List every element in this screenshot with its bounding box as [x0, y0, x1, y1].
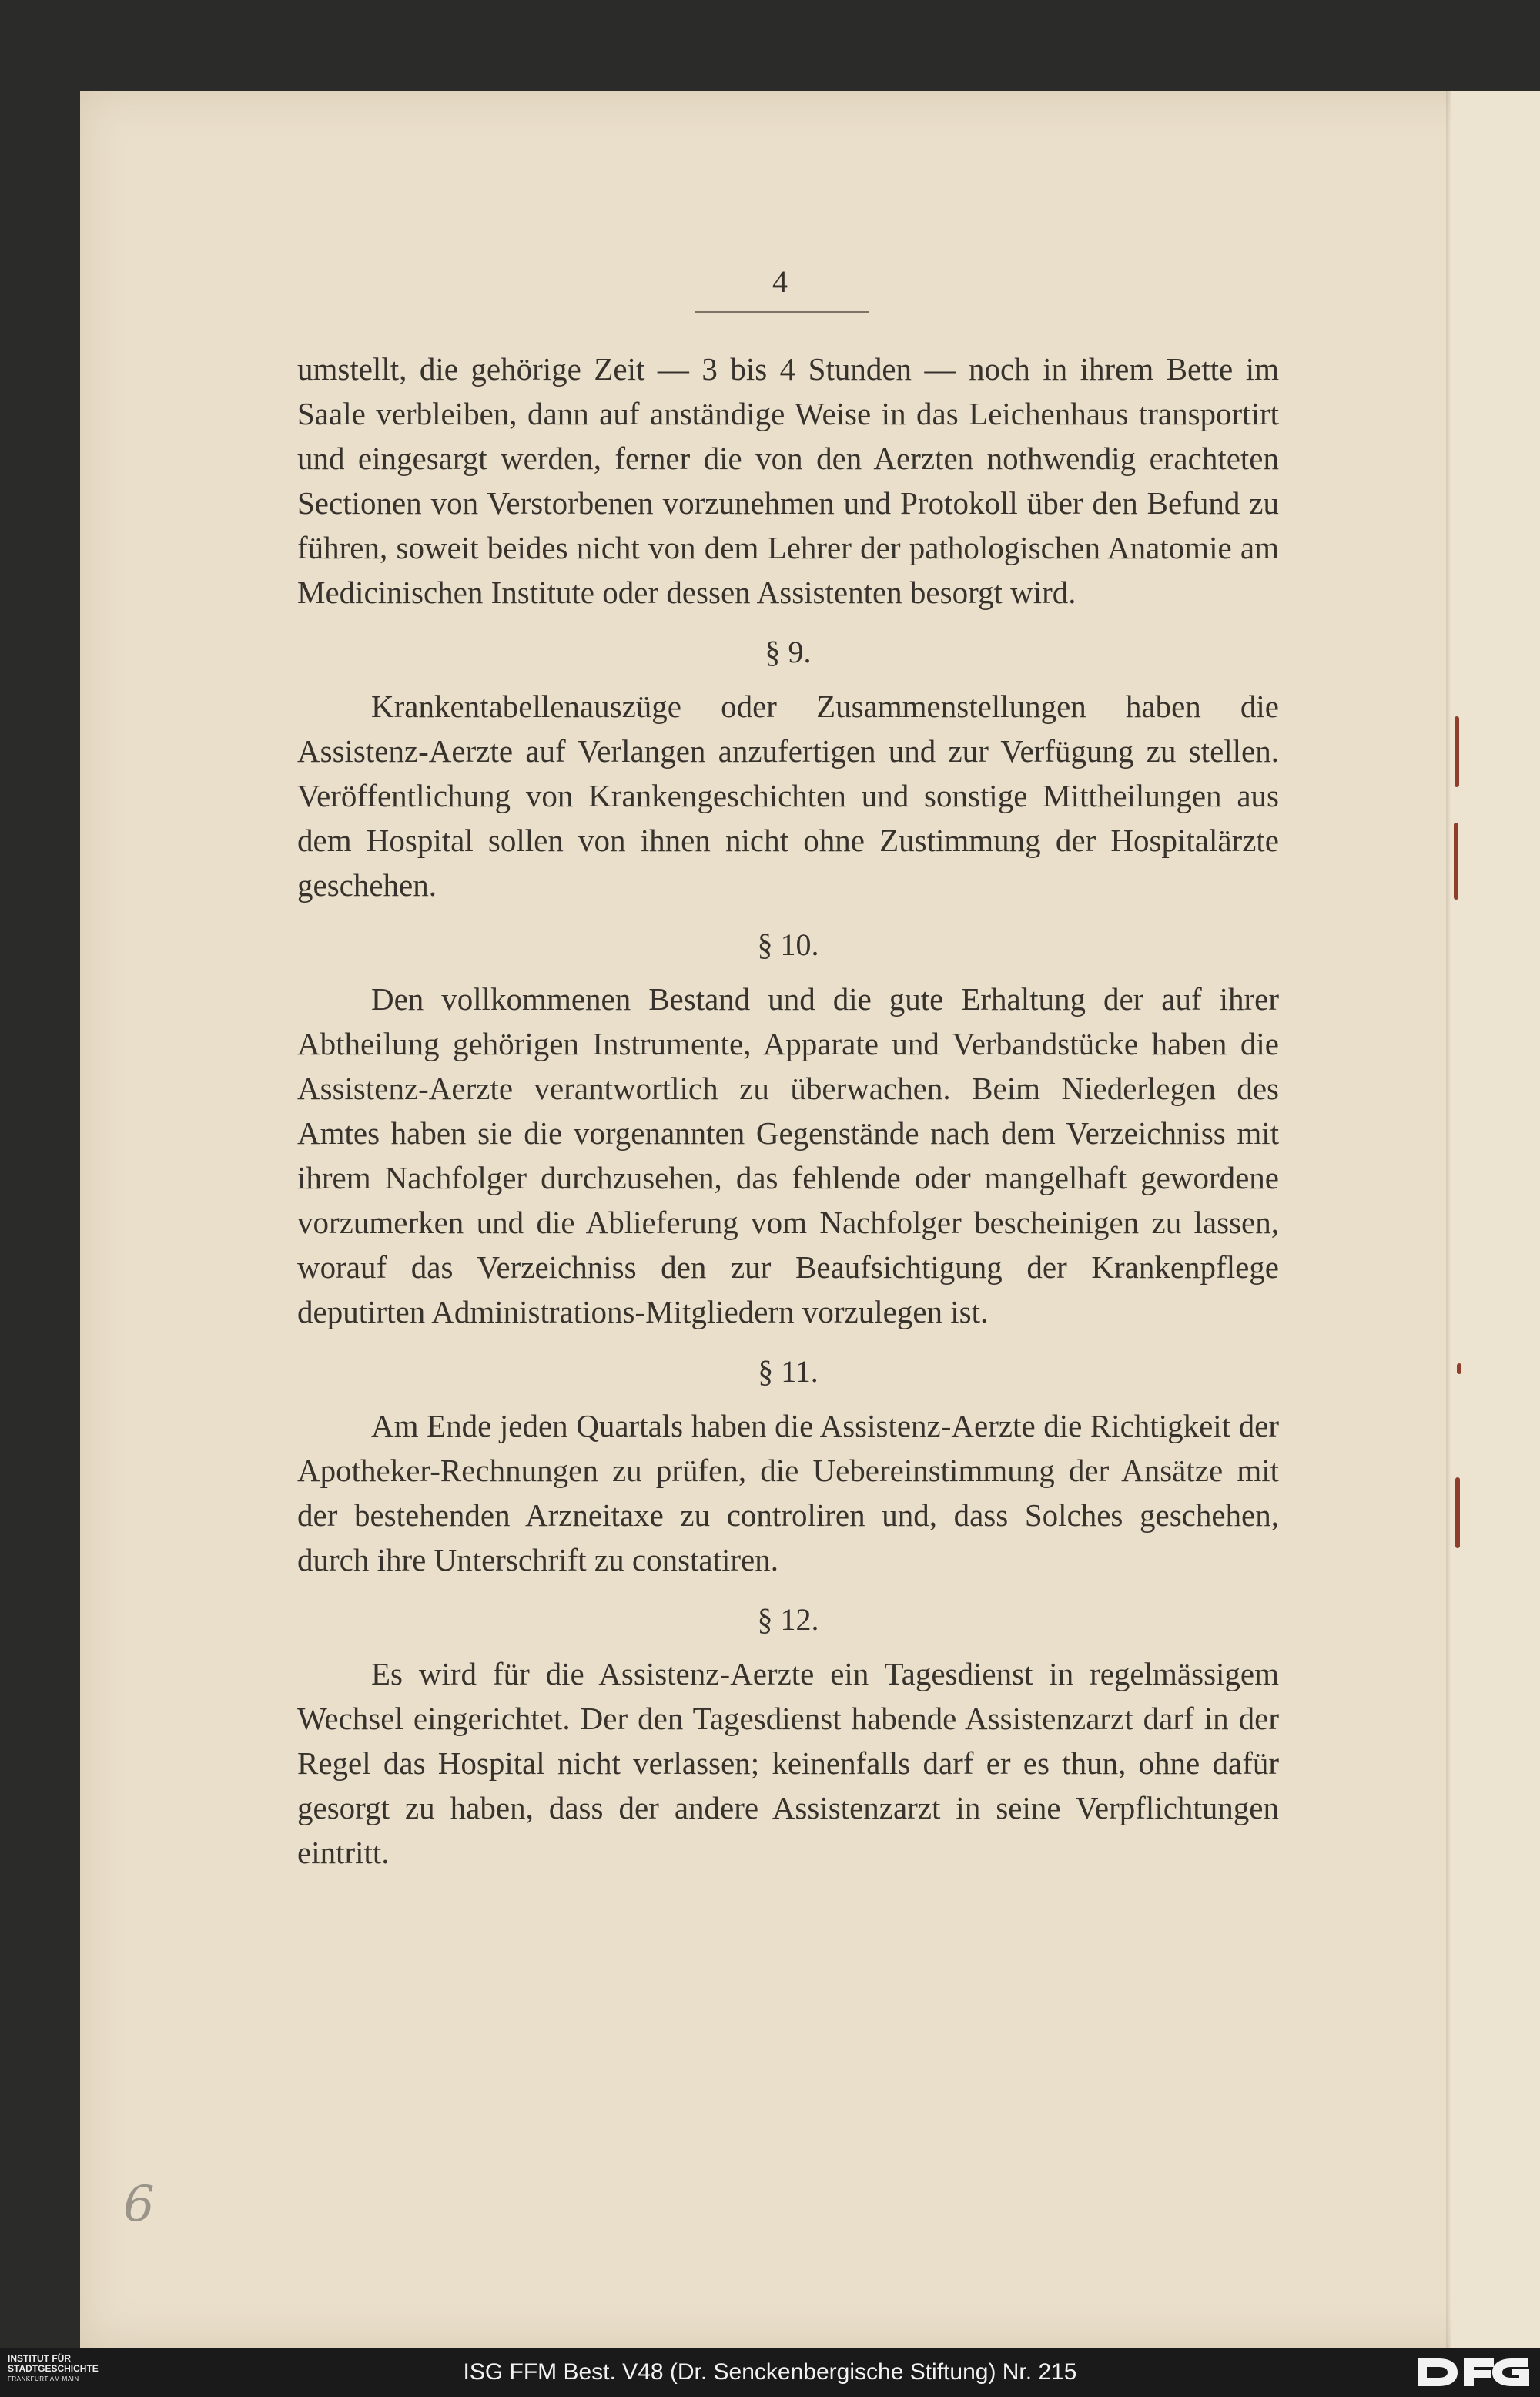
institute-logo [8, 2354, 131, 2391]
binding-thread-mark [1457, 1363, 1461, 1374]
page-number-rule [695, 311, 869, 313]
binding-thread-mark [1454, 823, 1458, 900]
handwritten-page-note: 6 [123, 2176, 155, 2233]
section-heading-10: § 10. [757, 927, 819, 962]
section-heading-9: § 9. [765, 635, 812, 669]
section-10-text: Den vollkommenen Bestand und die gute Erhaltung der auf ihrer Abtheilung gehörigen Instrumente, Apparate und Verbandstücke haben die Assistenz-Aerzte verantwortlich zu überwachen. Beim Niederlegen des Amtes haben sie die vorgenannten Gegenstände nach dem Verzeichniss mit ihrem Nachfolger durchzusehen, das fehlende oder mangelhaft gewordene vorzumerken und die Ablieferung vom Nachfolger bescheinigen zu lassen, worauf das Verzeichniss den zur Beaufsichtigung der Krankenpflege deputirten Administrations-Mitgliedern vorzulegen ist. [297, 981, 1279, 1329]
institute-line-2: STADTGESCHICHTE [8, 2363, 99, 2374]
facing-page-edge [1451, 91, 1540, 2348]
section-heading-12: § 12. [757, 1602, 819, 1637]
section-12-text: Es wird für die Assistenz-Aerzte ein Tagesdienst in regelmässigem Wechsel eingerichtet. Der den Tagesdienst habende Assistenzarzt darf in der Regel das Hospital nicht verlassen; keinenfalls darf er es thun, ohne dafür gesorgt zu haben, dass der andere Assistenzarzt in seine Verpflichtungen eintritt. [297, 1656, 1279, 1870]
institute-line-3: FRANKFURT AM MAIN [8, 2375, 79, 2382]
continued-paragraph: umstellt, die gehörige Zeit — 3 bis 4 Stunden — noch in ihrem Bette im Saale verbleiben, dann auf anständige Weise in das Leichenhaus transportirt und eingesargt werden, ferner die von den Aerzten nothwendig erachteten Sectionen von Verstorbenen vorzunehmen und Protokoll über den Befund zu führen, soweit beides nicht von dem Lehrer der pathologischen Anatomie am Medicinischen Institute oder dessen Assistenten besorgt wird. [297, 351, 1279, 610]
archive-footer [0, 2348, 1540, 2397]
binding-thread-mark [1455, 716, 1459, 787]
archive-reference: ISG FFM Best. V48 (Dr. Senckenbergische Stiftung) Nr. 215 [463, 2359, 1077, 2385]
section-9-text: Krankentabellenauszüge oder Zusammenstellungen haben die Assistenz-Aerzte auf Verlangen anzufertigen und zur Verfügung zu stellen. Veröffentlichung von Krankengeschichten und sonstige Mittheilungen aus dem Hospital sollen von ihnen nicht ohne Zustimmung der Hospitalärzte geschehen. [297, 689, 1279, 903]
binding-thread-mark [1455, 1477, 1460, 1548]
institute-line-1: INSTITUT FÜR [8, 2353, 71, 2364]
dfg-logo-icon [1413, 2355, 1532, 2389]
section-11-text: Am Ende jeden Quartals haben die Assistenz-Aerzte die Richtigkeit der Apotheker-Rechnungen zu prüfen, die Uebereinstimmung der Ansätze mit der bestehenden Arzneitaxe zu controliren und, dass Solches geschehen, durch ihre Unterschrift zu constatiren. [297, 1408, 1279, 1577]
section-heading-11: § 11. [758, 1354, 819, 1389]
page-number: 4 [772, 264, 788, 299]
document-body [297, 347, 1279, 1875]
